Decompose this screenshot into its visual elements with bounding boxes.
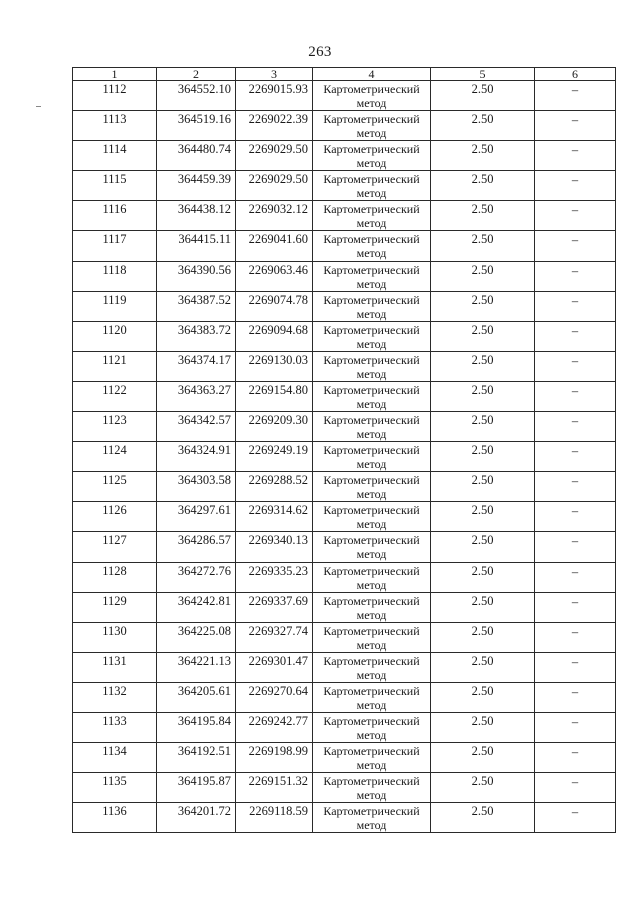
method-cell: Картометрический метод [313, 291, 431, 321]
point-number-cell: 1112 [73, 81, 157, 111]
table-row [73, 261, 616, 291]
x-coordinate-cell: 364303.58 [157, 472, 236, 502]
note-cell: – [535, 261, 616, 291]
y-coordinate-cell: 2269335.23 [236, 562, 313, 592]
method-cell: Картометрический метод [313, 622, 431, 652]
y-coordinate-cell: 2269032.12 [236, 201, 313, 231]
accuracy-cell: 2.50 [431, 171, 535, 201]
note-cell: – [535, 803, 616, 833]
table-row [73, 472, 616, 502]
method-cell: Картометрический метод [313, 321, 431, 351]
note-cell: – [535, 773, 616, 803]
y-coordinate-cell: 2269151.32 [236, 773, 313, 803]
table-row [73, 743, 616, 773]
y-coordinate-cell: 2269074.78 [236, 291, 313, 321]
accuracy-cell: 2.50 [431, 111, 535, 141]
note-cell: – [535, 682, 616, 712]
x-coordinate-cell: 364195.87 [157, 773, 236, 803]
method-cell: Картометрический метод [313, 592, 431, 622]
note-cell: – [535, 472, 616, 502]
accuracy-cell: 2.50 [431, 201, 535, 231]
y-coordinate-cell: 2269288.52 [236, 472, 313, 502]
table-row [73, 171, 616, 201]
table-row [73, 712, 616, 742]
table-row [73, 532, 616, 562]
point-number-cell: 1136 [73, 803, 157, 833]
method-cell: Картометрический метод [313, 351, 431, 381]
table-row [73, 321, 616, 351]
page-number: 263 [308, 44, 332, 60]
accuracy-cell: 2.50 [431, 291, 535, 321]
note-cell: – [535, 712, 616, 742]
x-coordinate-cell: 364438.12 [157, 201, 236, 231]
note-cell: – [535, 622, 616, 652]
y-coordinate-cell: 2269022.39 [236, 111, 313, 141]
x-coordinate-cell: 364297.61 [157, 502, 236, 532]
note-cell: – [535, 201, 616, 231]
x-coordinate-cell: 364324.91 [157, 442, 236, 472]
x-coordinate-cell: 364221.13 [157, 652, 236, 682]
header-col-6: 6 [535, 68, 616, 81]
method-cell: Картометрический метод [313, 381, 431, 411]
table-header-row [73, 68, 616, 81]
header-col-5: 5 [431, 68, 535, 81]
method-cell: Картометрический метод [313, 201, 431, 231]
method-cell: Картометрический метод [313, 502, 431, 532]
y-coordinate-cell: 2269118.59 [236, 803, 313, 833]
method-cell: Картометрический метод [313, 532, 431, 562]
y-coordinate-cell: 2269015.93 [236, 81, 313, 111]
accuracy-cell: 2.50 [431, 532, 535, 562]
table-row [73, 141, 616, 171]
y-coordinate-cell: 2269029.50 [236, 171, 313, 201]
table-row [73, 81, 616, 111]
x-coordinate-cell: 364225.08 [157, 622, 236, 652]
table-row [73, 442, 616, 472]
table-row [73, 502, 616, 532]
y-coordinate-cell: 2269242.77 [236, 712, 313, 742]
note-cell: – [535, 171, 616, 201]
y-coordinate-cell: 2269094.68 [236, 321, 313, 351]
point-number-cell: 1124 [73, 442, 157, 472]
x-coordinate-cell: 364342.57 [157, 412, 236, 442]
point-number-cell: 1132 [73, 682, 157, 712]
point-number-cell: 1131 [73, 652, 157, 682]
x-coordinate-cell: 364192.51 [157, 743, 236, 773]
y-coordinate-cell: 2269340.13 [236, 532, 313, 562]
x-coordinate-cell: 364519.16 [157, 111, 236, 141]
header-col-2: 2 [157, 68, 236, 81]
point-number-cell: 1127 [73, 532, 157, 562]
note-cell: – [535, 381, 616, 411]
point-number-cell: 1130 [73, 622, 157, 652]
note-cell: – [535, 141, 616, 171]
accuracy-cell: 2.50 [431, 321, 535, 351]
note-cell: – [535, 291, 616, 321]
y-coordinate-cell: 2269130.03 [236, 351, 313, 381]
note-cell: – [535, 81, 616, 111]
accuracy-cell: 2.50 [431, 712, 535, 742]
x-coordinate-cell: 364390.56 [157, 261, 236, 291]
note-cell: – [535, 743, 616, 773]
note-cell: – [535, 532, 616, 562]
x-coordinate-cell: 364242.81 [157, 592, 236, 622]
accuracy-cell: 2.50 [431, 412, 535, 442]
point-number-cell: 1129 [73, 592, 157, 622]
table-row [73, 592, 616, 622]
point-number-cell: 1125 [73, 472, 157, 502]
table-row [73, 682, 616, 712]
y-coordinate-cell: 2269041.60 [236, 231, 313, 261]
x-coordinate-cell: 364415.11 [157, 231, 236, 261]
method-cell: Картометрический метод [313, 81, 431, 111]
point-number-cell: 1126 [73, 502, 157, 532]
note-cell: – [535, 502, 616, 532]
point-number-cell: 1122 [73, 381, 157, 411]
method-cell: Картометрический метод [313, 803, 431, 833]
table-row [73, 351, 616, 381]
x-coordinate-cell: 364195.84 [157, 712, 236, 742]
point-number-cell: 1121 [73, 351, 157, 381]
point-number-cell: 1123 [73, 412, 157, 442]
table-body [73, 81, 616, 833]
note-cell: – [535, 442, 616, 472]
table-row [73, 803, 616, 833]
x-coordinate-cell: 364383.72 [157, 321, 236, 351]
x-coordinate-cell: 364459.39 [157, 171, 236, 201]
accuracy-cell: 2.50 [431, 472, 535, 502]
x-coordinate-cell: 364201.72 [157, 803, 236, 833]
table-row [73, 652, 616, 682]
table-row [73, 231, 616, 261]
accuracy-cell: 2.50 [431, 261, 535, 291]
accuracy-cell: 2.50 [431, 381, 535, 411]
point-number-cell: 1135 [73, 773, 157, 803]
accuracy-cell: 2.50 [431, 562, 535, 592]
y-coordinate-cell: 2269063.46 [236, 261, 313, 291]
method-cell: Картометрический метод [313, 442, 431, 472]
x-coordinate-cell: 364272.76 [157, 562, 236, 592]
method-cell: Картометрический метод [313, 412, 431, 442]
table-row [73, 291, 616, 321]
x-coordinate-cell: 364480.74 [157, 141, 236, 171]
method-cell: Картометрический метод [313, 261, 431, 291]
method-cell: Картометрический метод [313, 472, 431, 502]
y-coordinate-cell: 2269198.99 [236, 743, 313, 773]
accuracy-cell: 2.50 [431, 141, 535, 171]
method-cell: Картометрический метод [313, 111, 431, 141]
table-row [73, 412, 616, 442]
y-coordinate-cell: 2269327.74 [236, 622, 313, 652]
y-coordinate-cell: 2269249.19 [236, 442, 313, 472]
method-cell: Картометрический метод [313, 712, 431, 742]
coordinates-table [72, 67, 616, 833]
note-cell: – [535, 562, 616, 592]
x-coordinate-cell: 364286.57 [157, 532, 236, 562]
note-cell: – [535, 412, 616, 442]
header-col-1: 1 [73, 68, 157, 81]
x-coordinate-cell: 364374.17 [157, 351, 236, 381]
accuracy-cell: 2.50 [431, 652, 535, 682]
table-row [73, 201, 616, 231]
y-coordinate-cell: 2269270.64 [236, 682, 313, 712]
margin-mark [36, 106, 41, 107]
note-cell: – [535, 321, 616, 351]
header-col-4: 4 [313, 68, 431, 81]
y-coordinate-cell: 2269209.30 [236, 412, 313, 442]
note-cell: – [535, 592, 616, 622]
accuracy-cell: 2.50 [431, 773, 535, 803]
accuracy-cell: 2.50 [431, 442, 535, 472]
note-cell: – [535, 351, 616, 381]
accuracy-cell: 2.50 [431, 351, 535, 381]
table-row [73, 111, 616, 141]
method-cell: Картометрический метод [313, 743, 431, 773]
accuracy-cell: 2.50 [431, 803, 535, 833]
method-cell: Картометрический метод [313, 682, 431, 712]
point-number-cell: 1120 [73, 321, 157, 351]
y-coordinate-cell: 2269301.47 [236, 652, 313, 682]
note-cell: – [535, 652, 616, 682]
table-row [73, 562, 616, 592]
method-cell: Картометрический метод [313, 141, 431, 171]
y-coordinate-cell: 2269337.69 [236, 592, 313, 622]
accuracy-cell: 2.50 [431, 592, 535, 622]
point-number-cell: 1114 [73, 141, 157, 171]
method-cell: Картометрический метод [313, 171, 431, 201]
point-number-cell: 1117 [73, 231, 157, 261]
y-coordinate-cell: 2269314.62 [236, 502, 313, 532]
accuracy-cell: 2.50 [431, 231, 535, 261]
x-coordinate-cell: 364363.27 [157, 381, 236, 411]
accuracy-cell: 2.50 [431, 502, 535, 532]
point-number-cell: 1118 [73, 261, 157, 291]
method-cell: Картометрический метод [313, 562, 431, 592]
x-coordinate-cell: 364205.61 [157, 682, 236, 712]
x-coordinate-cell: 364387.52 [157, 291, 236, 321]
method-cell: Картометрический метод [313, 652, 431, 682]
point-number-cell: 1128 [73, 562, 157, 592]
table-row [73, 773, 616, 803]
point-number-cell: 1133 [73, 712, 157, 742]
table-row [73, 622, 616, 652]
point-number-cell: 1113 [73, 111, 157, 141]
accuracy-cell: 2.50 [431, 622, 535, 652]
table-row [73, 381, 616, 411]
point-number-cell: 1119 [73, 291, 157, 321]
point-number-cell: 1134 [73, 743, 157, 773]
header-col-3: 3 [236, 68, 313, 81]
accuracy-cell: 2.50 [431, 81, 535, 111]
x-coordinate-cell: 364552.10 [157, 81, 236, 111]
point-number-cell: 1116 [73, 201, 157, 231]
y-coordinate-cell: 2269154.80 [236, 381, 313, 411]
note-cell: – [535, 111, 616, 141]
y-coordinate-cell: 2269029.50 [236, 141, 313, 171]
note-cell: – [535, 231, 616, 261]
method-cell: Картометрический метод [313, 231, 431, 261]
method-cell: Картометрический метод [313, 773, 431, 803]
point-number-cell: 1115 [73, 171, 157, 201]
accuracy-cell: 2.50 [431, 682, 535, 712]
accuracy-cell: 2.50 [431, 743, 535, 773]
